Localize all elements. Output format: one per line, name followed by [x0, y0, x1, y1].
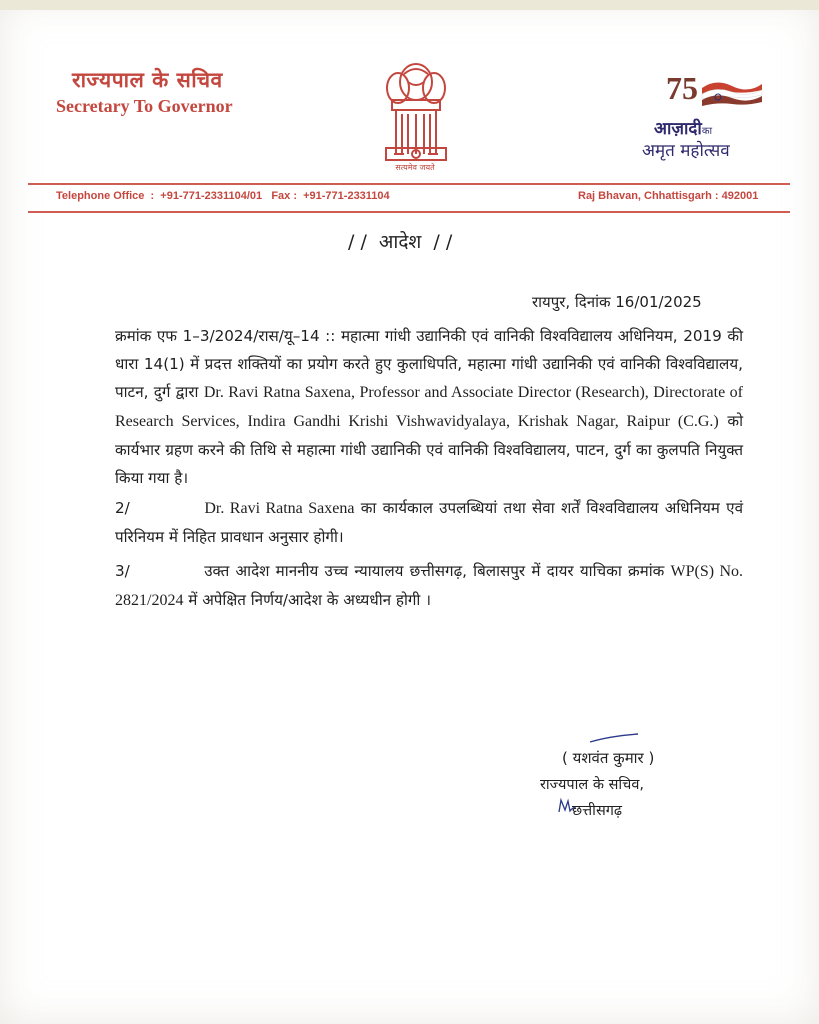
national-emblem-icon: [374, 52, 458, 174]
order-body: [115, 322, 743, 615]
signatory-state: छत्तीसगढ़: [572, 803, 623, 819]
contact-address: Raj Bhavan, Chhattisgarh : 492001: [578, 190, 759, 202]
signature-stroke: [588, 732, 640, 744]
order-title: / / आदेश / /: [348, 231, 453, 253]
header-title-english: Secretary To Governor: [56, 96, 233, 116]
para3-text-a: उक्त आदेश माननीय उच्च न्यायालय छत्तीसगढ़, बिलासपुर में दायर याचिका क्रमांक: [204, 562, 665, 580]
azadi-line2: अमृत महोत्सव: [642, 141, 730, 161]
para1-text-b: को कार्यभार ग्रहण करने की तिथि से महात्मा गांधी उद्यानिकी एवं वानिकी विश्वविद्यालय, पाटन, दुर्ग का कुलपति नियुक्त किया गया है।: [115, 412, 744, 487]
para3-case-number: WP(S) No. 2821/2024: [115, 563, 744, 609]
paragraph-2: [115, 494, 743, 551]
azadi-75: 75: [666, 70, 698, 106]
para3-number: 3/: [115, 562, 130, 580]
contact-telephone-fax: Telephone Office : +91-771-2331104/01 Fax : +91-771-2331104: [56, 190, 390, 202]
top-band: [0, 0, 819, 10]
para2-text: का कार्यकाल उपलब्धियां तथा सेवा शर्तें विश्वविद्यालय अधिनियम एवं परिनियम में निहित प्रावधान अनुसार होगी।: [115, 499, 744, 546]
emblem-motto: सत्यमेव जयते: [395, 163, 435, 172]
paragraph-1: [115, 322, 743, 492]
para1-appointee: Dr. Ravi Ratna Saxena, Professor and Associate Director (Research), Directorate of Research Services, Indira Gandhi Krishi Vishwavidyalaya, Krishak Nagar, Raipur (C.G.): [115, 384, 744, 430]
header-title-hindi: राज्यपाल के सचिव: [72, 68, 223, 92]
header-rule-top: [28, 183, 790, 185]
header-rule-bottom: [28, 211, 790, 213]
azadi-ka-amrit-mahotsav-logo: [628, 66, 778, 166]
azadi-line1: आज़ादीका: [654, 119, 713, 139]
flag-icon: [698, 80, 764, 114]
signatory-designation: राज्यपाल के सचिव,: [540, 777, 645, 793]
para3-text-b: में अपेक्षित निर्णय/आदेश के अध्यधीन होगी ।: [188, 591, 431, 609]
paragraph-3: [115, 557, 743, 615]
para1-text-a: क्रमांक एफ 1–3/2024/रास/यू–14 :: महात्मा गांधी उद्यानिकी एवं वानिकी विश्वविद्यालय अधिनियम, 2019 की धारा 14(1) में प्रदत्त शक्तियों का प्रयोग करते हुए कुलाधिपति, महात्मा गांधी उद्यानिकी एवं वानिकी विश्वविद्यालय, पाटन, दुर्ग द्वारा: [115, 327, 743, 401]
para2-number: 2/: [115, 499, 130, 517]
para2-name: Dr. Ravi Ratna Saxena: [204, 500, 355, 517]
order-date: रायपुर, दिनांक 16/01/2025: [532, 293, 702, 311]
signatory-name: ( यशवंत कुमार ): [562, 749, 655, 767]
